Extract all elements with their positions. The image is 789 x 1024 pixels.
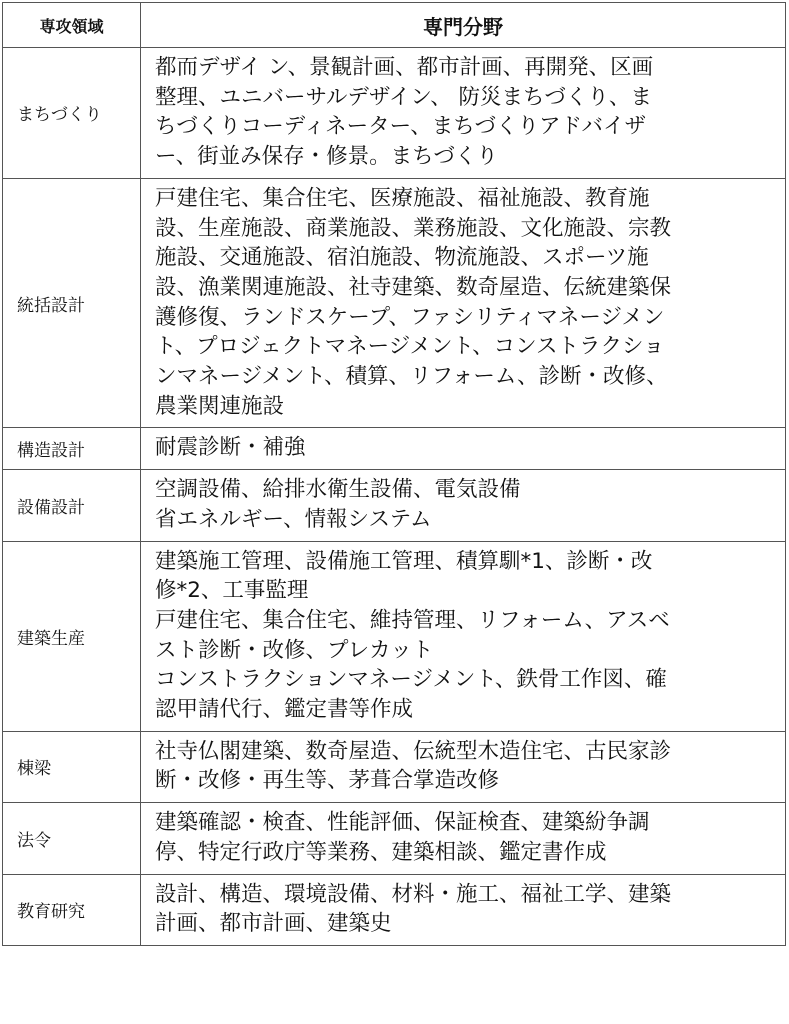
field-text-line: 設、漁業関連施設、社寺建築、数奇屋造、伝統建築保 bbox=[155, 274, 672, 300]
specialty-area-cell: 棟梁 bbox=[3, 731, 141, 802]
field-text-line: 断・改修・再生等、茅葺合掌造改修 bbox=[155, 768, 500, 794]
specialty-field-cell bbox=[141, 428, 786, 470]
field-text-line: コンストラクションマネージメント、鉄骨工作図、確 bbox=[155, 667, 667, 693]
specialty-field-cell bbox=[141, 178, 786, 428]
specialty-field-cell bbox=[141, 541, 786, 731]
field-text-line: 省エネルギー、情報システム bbox=[155, 506, 432, 532]
field-text-line: ンマネージメント、積算、リフォーム、診断・改修、 bbox=[155, 364, 668, 390]
field-text-line: 計画、都市計画、建築史 bbox=[155, 911, 392, 937]
specialty-area-cell: 構造設計 bbox=[3, 428, 141, 470]
field-text-line: 整理、ユニバーサルデザイン、 防災まちづくり、ま bbox=[155, 84, 652, 110]
specialty-area-cell: 設備設計 bbox=[3, 470, 141, 541]
table-row bbox=[3, 731, 786, 802]
field-text-line: 農業関連施設 bbox=[155, 393, 285, 419]
field-text-line: ト、プロジェクトマネージメント、コンストラクショ bbox=[155, 334, 665, 360]
field-text-line: 建築確認・検査、性能評価、保証検査、建築紛争調 bbox=[155, 810, 650, 836]
table-row bbox=[3, 803, 786, 874]
field-text-line: 修*2、工事監理 bbox=[155, 578, 309, 604]
specialty-area-cell: 統括設計 bbox=[3, 178, 141, 428]
field-text-line: 施設、交通施設、宿泊施設、物流施設、スポーツ施 bbox=[155, 245, 649, 271]
specialty-area-cell: 法令 bbox=[3, 803, 141, 874]
field-text-line: スト診断・改修、プレカット bbox=[155, 637, 434, 663]
header-area: 専攻領域 bbox=[3, 3, 141, 48]
header-field: 専門分野 bbox=[141, 3, 786, 48]
field-text-line: 社寺仏閣建築、数奇屋造、伝統型木造住宅、古民家診 bbox=[155, 738, 672, 764]
table-row bbox=[3, 178, 786, 428]
field-text-line: 都而デザイ ン、景観計画、都市計画、再開発、区画 bbox=[155, 55, 654, 80]
field-text-line: 戸建住宅、集合住宅、医療施設、福祉施設、教育施 bbox=[155, 185, 650, 211]
field-text-line: 耐震診断・補強 bbox=[155, 435, 306, 461]
specialty-area-cell: 建築生産 bbox=[3, 541, 141, 731]
table-row bbox=[3, 541, 786, 731]
field-text-line: 建築施工管理、設備施工管理、積算馴*1、診断・改 bbox=[155, 548, 653, 574]
table-row bbox=[3, 874, 786, 945]
table-body bbox=[3, 48, 786, 946]
header-row bbox=[3, 3, 786, 48]
field-text-line: 戸建住宅、集合住宅、維持管理、リフォーム、アスベ bbox=[155, 607, 670, 633]
field-text-line: 護修復、ランドスケープ、ファシリティマネージメン bbox=[155, 304, 665, 330]
field-text-line: ちづくりコーディネーター、まちづくりアドバイザ bbox=[155, 114, 647, 140]
table-row bbox=[3, 470, 786, 541]
specialty-field-cell bbox=[141, 48, 786, 179]
specialty-field-cell bbox=[141, 874, 786, 945]
field-text-line: 空調設備、給排水衛生設備、電気設備 bbox=[155, 477, 521, 503]
field-text-line: 認甲請代行、鑑定書等作成 bbox=[155, 697, 414, 723]
field-text-line: 停、特定行政庁等業務、建築相談、鑑定書作成 bbox=[155, 839, 607, 865]
table-row bbox=[3, 428, 786, 470]
specialty-area-cell: まちづくり bbox=[3, 48, 141, 179]
table-row bbox=[3, 48, 786, 179]
specialty-area-cell: 教育研究 bbox=[3, 874, 141, 945]
field-text-line: 設計、構造、環境設備、材料・施工、福祉工学、建築 bbox=[155, 881, 672, 907]
specialty-field-cell bbox=[141, 470, 786, 541]
specialty-table bbox=[2, 2, 786, 946]
specialty-field-cell bbox=[141, 731, 786, 802]
field-text-line: ー、街並み保存・修景。まちづくり bbox=[155, 144, 498, 170]
field-text-line: 設、生産施設、商業施設、業務施設、文化施設、宗教 bbox=[155, 215, 672, 241]
specialty-field-cell bbox=[141, 803, 786, 874]
